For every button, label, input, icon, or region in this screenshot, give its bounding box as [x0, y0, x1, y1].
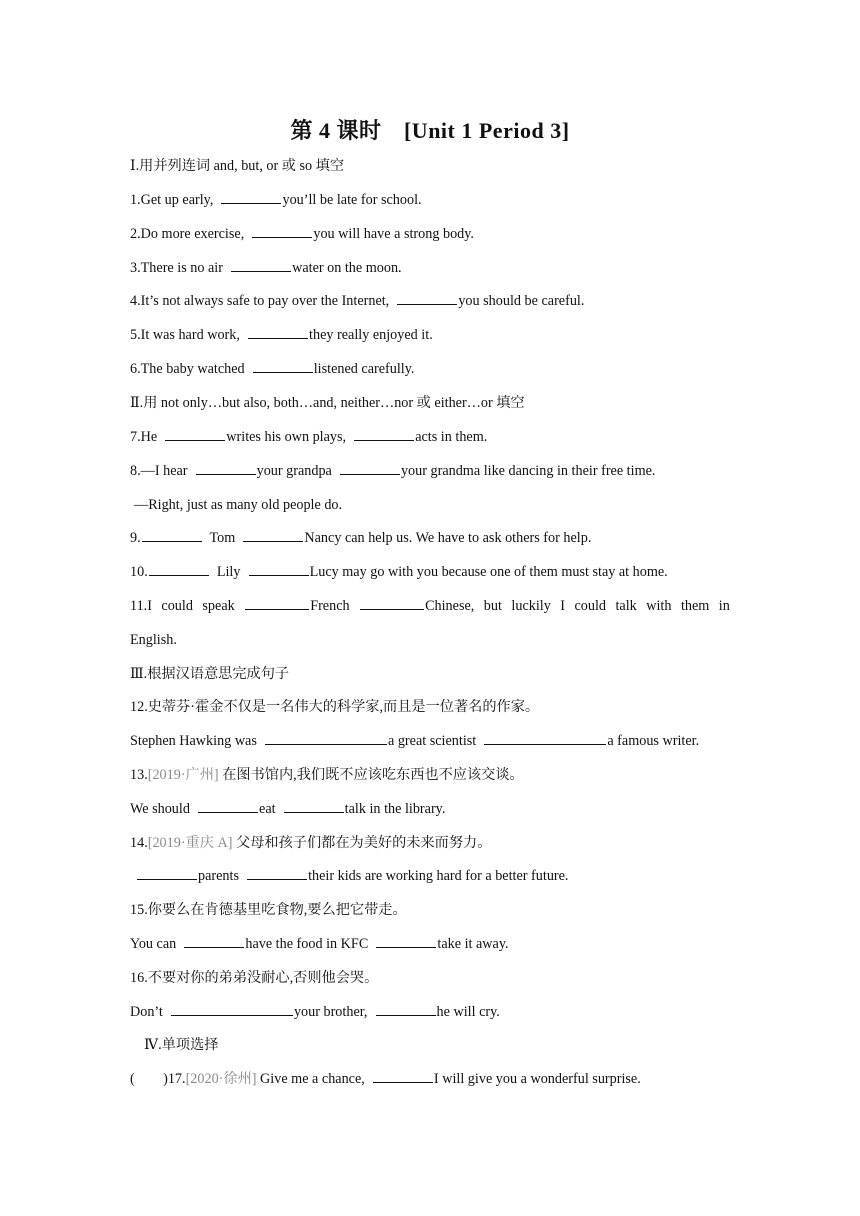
question-12-chinese: 12.史蒂芬·霍金不仅是一名伟大的科学家,而且是一位著名的作家。	[130, 699, 540, 715]
answer-blank[interactable]	[248, 325, 308, 339]
question-source: [2019·重庆 A]	[147, 835, 233, 851]
question-6: 6.The baby watched listened carefully.	[130, 361, 415, 377]
question-14-chinese: 14.[2019·重庆 A] 父母和孩子们都在为美好的未来而努力。	[130, 835, 492, 851]
answer-blank[interactable]	[340, 461, 400, 475]
answer-blank[interactable]	[484, 731, 606, 745]
answer-blank[interactable]	[196, 461, 256, 475]
question-13: We should eat talk in the library.	[130, 801, 446, 817]
question-source: [2019·广州]	[147, 767, 219, 783]
answer-blank[interactable]	[265, 731, 387, 745]
answer-blank[interactable]	[249, 562, 309, 576]
answer-blank[interactable]	[376, 1002, 436, 1016]
answer-blank[interactable]	[247, 866, 307, 880]
section-3-heading: Ⅲ.根据汉语意思完成句子	[130, 666, 290, 682]
question-10: 10. Lily Lucy may go with you because one of them must stay at home.	[130, 564, 668, 580]
answer-blank[interactable]	[245, 596, 309, 610]
answer-blank[interactable]	[354, 427, 414, 441]
answer-blank[interactable]	[284, 799, 344, 813]
answer-group: French	[244, 596, 349, 616]
answer-blank[interactable]	[373, 1069, 433, 1083]
answer-blank[interactable]	[221, 190, 281, 204]
question-12: Stephen Hawking was a great scientist a famous writer.	[130, 733, 700, 749]
answer-blank[interactable]	[243, 528, 303, 542]
answer-group: Chinese,	[359, 596, 474, 616]
section-1-heading: Ⅰ.用并列连词 and, but, or 或 so 填空	[130, 158, 345, 174]
answer-blank[interactable]	[231, 258, 291, 272]
answer-blank[interactable]	[137, 866, 197, 880]
answer-blank[interactable]	[142, 528, 202, 542]
question-8-response: —Right, just as many old people do.	[134, 497, 343, 513]
answer-blank[interactable]	[376, 934, 436, 948]
answer-blank[interactable]	[360, 596, 424, 610]
question-2: 2.Do more exercise, you will have a strong body.	[130, 226, 474, 242]
question-8: 8.—I hear your grandpa your grandma like dancing in their free time.	[130, 463, 656, 479]
answer-blank[interactable]	[165, 427, 225, 441]
question-7: 7.He writes his own plays, acts in them.	[130, 429, 488, 445]
answer-blank[interactable]	[397, 291, 457, 305]
question-3: 3.There is no air water on the moon.	[130, 260, 402, 276]
question-16: Don’t your brother, he will cry.	[130, 1004, 500, 1020]
question-11: 11.I could speak French Chinese, but luckily I could talk with them in	[130, 598, 730, 614]
question-4: 4.It’s not always safe to pay over the Internet, you should be careful.	[130, 293, 585, 309]
question-9: 9. Tom Nancy can help us. We have to ask others for help.	[130, 530, 592, 546]
question-15-chinese: 15.你要么在肯德基里吃食物,要么把它带走。	[130, 902, 407, 918]
question-source: [2020·徐州]	[185, 1071, 257, 1087]
question-16-chinese: 16.不要对你的弟弟没耐心,否则他会哭。	[130, 970, 379, 986]
page-title: 第 4 课时 [Unit 1 Period 3]	[290, 118, 570, 143]
answer-blank[interactable]	[252, 224, 312, 238]
question-13-chinese: 13.[2019·广州] 在图书馆内,我们既不应该吃东西也不应该交谈。	[130, 767, 524, 783]
answer-blank[interactable]	[184, 934, 244, 948]
question-1: 1.Get up early, you’ll be late for school.	[130, 192, 422, 208]
section-4-heading: Ⅳ.单项选择	[144, 1037, 219, 1053]
section-2-heading: Ⅱ.用 not only…but also, both…and, neither…nor 或 either…or 填空	[130, 395, 525, 411]
answer-blank[interactable]	[253, 359, 313, 373]
answer-blank[interactable]	[171, 1002, 293, 1016]
answer-blank[interactable]	[198, 799, 258, 813]
answer-blank[interactable]	[149, 562, 209, 576]
question-15: You can have the food in KFC take it away.	[130, 936, 509, 952]
question-11-continued: English.	[130, 632, 177, 648]
question-17: ( )17.[2020·徐州] Give me a chance, I will give you a wonderful surprise.	[130, 1071, 641, 1087]
question-5: 5.It was hard work, they really enjoyed it.	[130, 327, 433, 343]
question-14: parents their kids are working hard for a better future.	[136, 866, 736, 886]
